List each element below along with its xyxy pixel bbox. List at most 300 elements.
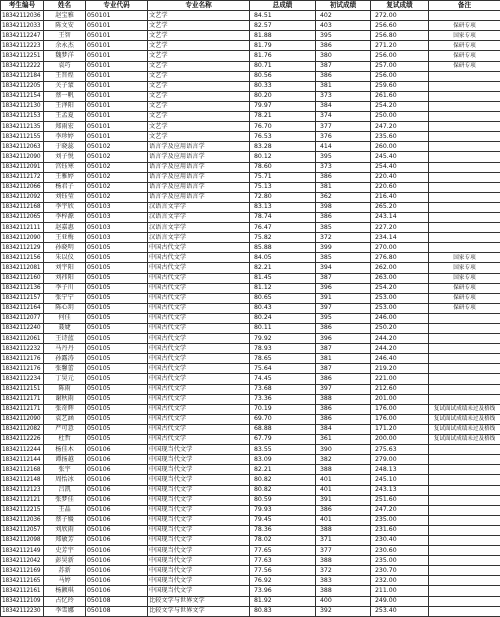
cell-total-score: 80.11 — [250, 324, 316, 334]
cell-major-code: 050103 — [86, 233, 148, 243]
cell-initial-score: 373 — [316, 162, 371, 172]
cell-major-name: 中国古代文学 — [148, 293, 250, 303]
cell-remarks — [429, 364, 500, 374]
cell-name: 王智 — [44, 31, 86, 41]
cell-initial-score: 386 — [316, 172, 371, 182]
cell-candidate-id: 18342112135 — [1, 122, 44, 132]
cell-major-name: 汉语言文字学 — [148, 223, 250, 233]
cell-major-name: 中国古代文学 — [148, 334, 250, 344]
table-row — [1, 505, 500, 515]
cell-name: 刘宇阳 — [44, 263, 86, 273]
cell-candidate-id: 18342112091 — [1, 162, 44, 172]
cell-initial-score: 400 — [316, 596, 371, 606]
cell-initial-score: 386 — [316, 505, 371, 515]
cell-retest-score: 271.20 — [371, 41, 429, 51]
cell-major-name: 中国古代文学 — [148, 303, 250, 313]
cell-total-score: 78.21 — [250, 112, 316, 122]
cell-major-code: 050105 — [86, 424, 148, 434]
cell-name: 郑敏芳 — [44, 535, 86, 545]
cell-total-score: 79.45 — [250, 515, 316, 525]
cell-candidate-id: 18342112161 — [1, 586, 44, 596]
table-row — [1, 172, 500, 182]
table-row — [1, 233, 500, 243]
cell-total-score: 81.92 — [250, 596, 316, 606]
cell-major-code: 050105 — [86, 374, 148, 384]
cell-total-score: 83.09 — [250, 455, 316, 465]
cell-candidate-id: 18342112081 — [1, 263, 44, 273]
cell-name: 余永杰 — [44, 41, 86, 51]
cell-retest-score: 234.14 — [371, 233, 429, 243]
cell-initial-score: 361 — [316, 435, 371, 445]
cell-name: 周怡冰 — [44, 475, 86, 485]
cell-candidate-id: 18342112109 — [1, 596, 44, 606]
table-row — [1, 202, 500, 212]
cell-retest-score: 249.00 — [371, 596, 429, 606]
cell-total-score: 77.63 — [250, 556, 316, 566]
cell-major-code: 050106 — [86, 535, 148, 545]
table-row — [1, 424, 500, 434]
cell-initial-score: 374 — [316, 112, 371, 122]
cell-retest-score: 254.20 — [371, 101, 429, 111]
cell-initial-score: 384 — [316, 101, 371, 111]
cell-candidate-id: 18342112164 — [1, 303, 44, 313]
cell-total-score: 76.53 — [250, 132, 316, 142]
cell-name: 赵嘉惠 — [44, 223, 86, 233]
cell-initial-score: 396 — [316, 283, 371, 293]
cell-major-code: 050106 — [86, 546, 148, 556]
cell-major-code: 050105 — [86, 283, 148, 293]
cell-total-score: 73.68 — [250, 384, 316, 394]
cell-remarks: 复试面试成绩未过及格线 — [429, 414, 500, 424]
cell-initial-score: 382 — [316, 455, 371, 465]
cell-candidate-id: 18342112168 — [1, 465, 44, 475]
cell-remarks — [429, 112, 500, 122]
table-row — [1, 71, 500, 81]
cell-major-name: 比较文学与世界文学 — [148, 596, 250, 606]
cell-major-name: 中国古代文学 — [148, 324, 250, 334]
cell-name: 谢秋雨 — [44, 394, 86, 404]
cell-major-code: 050105 — [86, 354, 148, 364]
cell-retest-score: 253.40 — [371, 606, 429, 616]
cell-total-score: 75.13 — [250, 182, 316, 192]
cell-initial-score: 362 — [316, 192, 371, 202]
cell-retest-score: 259.60 — [371, 81, 429, 91]
cell-total-score: 80.12 — [250, 152, 316, 162]
cell-initial-score: 390 — [316, 445, 371, 455]
cell-total-score: 80.71 — [250, 61, 316, 71]
cell-remarks — [429, 344, 500, 354]
cell-total-score: 73.36 — [250, 394, 316, 404]
cell-retest-score: 260.00 — [371, 142, 429, 152]
cell-major-code: 050101 — [86, 61, 148, 71]
cell-remarks — [429, 546, 500, 556]
cell-name: 刘子悦 — [44, 152, 86, 162]
cell-remarks — [429, 192, 500, 202]
cell-name: 刘钰莹 — [44, 192, 86, 202]
cell-candidate-id: 18342112057 — [1, 525, 44, 535]
cell-total-score: 77.65 — [250, 546, 316, 556]
cell-name: 丁昊元 — [44, 374, 86, 384]
cell-name: 蔡子媛 — [44, 515, 86, 525]
cell-major-name: 中国现当代文学 — [148, 475, 250, 485]
cell-retest-score: 251.60 — [371, 495, 429, 505]
cell-candidate-id: 18342112077 — [1, 313, 44, 323]
cell-initial-score: 397 — [316, 303, 371, 313]
cell-candidate-id: 18342112205 — [1, 81, 44, 91]
cell-remarks — [429, 71, 500, 81]
cell-initial-score: 387 — [316, 273, 371, 283]
cell-remarks — [429, 576, 500, 586]
cell-candidate-id: 18342112129 — [1, 243, 44, 253]
cell-retest-score: 243.13 — [371, 485, 429, 495]
cell-retest-score: 254.40 — [371, 162, 429, 172]
cell-major-code: 050106 — [86, 445, 148, 455]
cell-retest-score: 256.80 — [371, 31, 429, 41]
cell-remarks — [429, 212, 500, 222]
cell-name: 张馨蕾 — [44, 364, 86, 374]
cell-major-code: 050105 — [86, 414, 148, 424]
cell-total-score: 80.59 — [250, 495, 316, 505]
cell-name: 郑雨宏 — [44, 122, 86, 132]
cell-candidate-id: 18342112090 — [1, 233, 44, 243]
cell-initial-score: 385 — [316, 223, 371, 233]
cell-retest-score: 250.00 — [371, 112, 429, 122]
cell-major-name: 中国古代文学 — [148, 374, 250, 384]
cell-remarks: 复试面试成绩未过及格线 — [429, 404, 500, 414]
cell-total-score: 79.97 — [250, 101, 316, 111]
cell-name: 吕凯 — [44, 485, 86, 495]
cell-retest-score: 261.60 — [371, 91, 429, 101]
cell-remarks — [429, 394, 500, 404]
cell-total-score: 73.96 — [250, 586, 316, 596]
cell-name: 王诗蓝 — [44, 334, 86, 344]
cell-candidate-id: 18342112148 — [1, 475, 44, 485]
cell-retest-score: 244.20 — [371, 344, 429, 354]
cell-total-score: 78.02 — [250, 535, 316, 545]
table-row — [1, 556, 500, 566]
cell-initial-score: 373 — [316, 91, 371, 101]
cell-initial-score: 394 — [316, 263, 371, 273]
cell-candidate-id: 18342112090 — [1, 414, 44, 424]
cell-name: 陈文安 — [44, 21, 86, 31]
cell-major-code: 050105 — [86, 243, 148, 253]
cell-remarks — [429, 566, 500, 576]
cell-total-score: 81.45 — [250, 273, 316, 283]
cell-remarks — [429, 475, 500, 485]
cell-major-name: 文艺学 — [148, 51, 250, 61]
cell-major-name: 中国现当代文学 — [148, 525, 250, 535]
header-retest-score: 复试成绩 — [371, 1, 429, 11]
cell-initial-score: 388 — [316, 586, 371, 596]
cell-remarks — [429, 81, 500, 91]
header-remarks: 备注 — [429, 1, 500, 11]
cell-major-name: 文艺学 — [148, 81, 250, 91]
cell-name: 史芳宇 — [44, 546, 86, 556]
cell-initial-score: 391 — [316, 293, 371, 303]
cell-major-code: 050106 — [86, 495, 148, 505]
cell-total-score: 82.21 — [250, 465, 316, 475]
cell-retest-score: 245.40 — [371, 152, 429, 162]
cell-initial-score: 384 — [316, 424, 371, 434]
cell-candidate-id: 18342112036 — [1, 515, 44, 525]
cell-total-score: 79.93 — [250, 505, 316, 515]
cell-total-score: 75.64 — [250, 364, 316, 374]
cell-candidate-id: 18342112036 — [1, 11, 44, 21]
cell-retest-score: 254.20 — [371, 283, 429, 293]
cell-major-code: 050101 — [86, 101, 148, 111]
cell-name: 王晶 — [44, 505, 86, 515]
cell-total-score: 80.82 — [250, 475, 316, 485]
cell-total-score: 81.88 — [250, 31, 316, 41]
cell-major-name: 中国现当代文学 — [148, 455, 250, 465]
cell-initial-score: 372 — [316, 233, 371, 243]
cell-name: 李梓源 — [44, 212, 86, 222]
cell-major-name: 中国古代文学 — [148, 283, 250, 293]
cell-retest-score: 227.20 — [371, 223, 429, 233]
table-row — [1, 435, 500, 445]
cell-name: 杨佳木 — [44, 445, 86, 455]
cell-candidate-id: 18342112171 — [1, 404, 44, 414]
cell-name: 李珍婷 — [44, 132, 86, 142]
cell-name: 张宁宁 — [44, 293, 86, 303]
cell-remarks — [429, 162, 500, 172]
table-row — [1, 142, 500, 152]
cell-major-name: 文艺学 — [148, 11, 250, 21]
cell-initial-score: 387 — [316, 61, 371, 71]
table-row — [1, 223, 500, 233]
cell-total-score: 80.33 — [250, 81, 316, 91]
table-row — [1, 404, 500, 414]
cell-total-score: 82.57 — [250, 21, 316, 31]
cell-major-code: 050108 — [86, 596, 148, 606]
cell-remarks — [429, 91, 500, 101]
cell-initial-score: 381 — [316, 354, 371, 364]
table-row — [1, 445, 500, 455]
cell-major-name: 中国现当代文学 — [148, 495, 250, 505]
cell-initial-score: 392 — [316, 606, 371, 616]
cell-retest-score: 220.60 — [371, 182, 429, 192]
cell-remarks: 保研专项 — [429, 21, 500, 31]
cell-initial-score: 403 — [316, 21, 371, 31]
cell-retest-score: 221.00 — [371, 374, 429, 384]
cell-name: 谭扬越 — [44, 455, 86, 465]
table-row — [1, 465, 500, 475]
cell-retest-score: 176.00 — [371, 414, 429, 424]
cell-remarks: 保研专项 — [429, 303, 500, 313]
table-row — [1, 334, 500, 344]
cell-retest-score: 235.00 — [371, 515, 429, 525]
table-row — [1, 606, 500, 616]
cell-retest-score: 253.00 — [371, 293, 429, 303]
cell-major-code: 050105 — [86, 263, 148, 273]
cell-name: 马丹丹 — [44, 344, 86, 354]
cell-candidate-id: 18342112230 — [1, 606, 44, 616]
table-row — [1, 31, 500, 41]
table-row — [1, 61, 500, 71]
cell-remarks: 保研专项 — [429, 41, 500, 51]
cell-initial-score: 388 — [316, 394, 371, 404]
cell-total-score: 68.88 — [250, 424, 316, 434]
cell-retest-score: 230.40 — [371, 535, 429, 545]
cell-total-score: 80.43 — [250, 303, 316, 313]
cell-major-code: 050105 — [86, 404, 148, 414]
cell-retest-score: 246.00 — [371, 313, 429, 323]
cell-remarks: 国家专项 — [429, 273, 500, 283]
cell-retest-score: 201.00 — [371, 394, 429, 404]
cell-name: 宫钰寒 — [44, 162, 86, 172]
cell-major-code: 050105 — [86, 394, 148, 404]
cell-total-score: 72.80 — [250, 192, 316, 202]
cell-total-score: 85.88 — [250, 243, 316, 253]
cell-remarks — [429, 132, 500, 142]
cell-major-code: 050105 — [86, 384, 148, 394]
cell-total-score: 80.24 — [250, 313, 316, 323]
cell-retest-score: 216.40 — [371, 192, 429, 202]
cell-retest-score: 275.63 — [371, 445, 429, 455]
cell-candidate-id: 18342112121 — [1, 495, 44, 505]
cell-candidate-id: 18342112240 — [1, 324, 44, 334]
cell-major-code: 050101 — [86, 21, 148, 31]
cell-retest-score: 246.40 — [371, 354, 429, 364]
cell-total-score: 81.79 — [250, 41, 316, 51]
cell-remarks — [429, 182, 500, 192]
cell-candidate-id: 18342112168 — [1, 202, 44, 212]
cell-major-code: 050105 — [86, 364, 148, 374]
cell-initial-score: 395 — [316, 31, 371, 41]
cell-name: 何佳 — [44, 313, 86, 323]
cell-major-code: 050102 — [86, 172, 148, 182]
cell-major-name: 文艺学 — [148, 112, 250, 122]
cell-total-score: 78.36 — [250, 525, 316, 535]
cell-major-code: 050106 — [86, 505, 148, 515]
cell-retest-score: 265.20 — [371, 202, 429, 212]
cell-name: 陈心玥 — [44, 303, 86, 313]
cell-name: 袁艺涵 — [44, 414, 86, 424]
header-major-name: 专业名称 — [148, 1, 250, 11]
cell-major-name: 语言学及应用语言学 — [148, 172, 250, 182]
cell-remarks — [429, 202, 500, 212]
cell-candidate-id: 18342112223 — [1, 41, 44, 51]
cell-major-code: 050106 — [86, 465, 148, 475]
cell-initial-score: 388 — [316, 465, 371, 475]
table-row — [1, 324, 500, 334]
table-row — [1, 212, 500, 222]
cell-retest-score: 243.14 — [371, 212, 429, 222]
table-row — [1, 273, 500, 283]
cell-name: 李宇欣 — [44, 202, 86, 212]
cell-total-score: 80.65 — [250, 293, 316, 303]
cell-initial-score: 386 — [316, 404, 371, 414]
cell-remarks — [429, 122, 500, 132]
cell-retest-score: 262.00 — [371, 263, 429, 273]
cell-initial-score: 376 — [316, 132, 371, 142]
cell-candidate-id: 18342112130 — [1, 101, 44, 111]
table-row — [1, 364, 500, 374]
cell-initial-score: 398 — [316, 202, 371, 212]
cell-major-code: 050101 — [86, 122, 148, 132]
cell-remarks: 保研专项 — [429, 51, 500, 61]
cell-total-score: 79.92 — [250, 334, 316, 344]
cell-major-name: 中国古代文学 — [148, 354, 250, 364]
cell-major-name: 中国现当代文学 — [148, 465, 250, 475]
cell-name: 杨君子 — [44, 182, 86, 192]
table-row — [1, 162, 500, 172]
cell-retest-score: 256.00 — [371, 51, 429, 61]
cell-major-name: 语言学及应用语言学 — [148, 162, 250, 172]
cell-initial-score: 383 — [316, 576, 371, 586]
cell-candidate-id: 18342112155 — [1, 132, 44, 142]
cell-initial-score: 401 — [316, 515, 371, 525]
cell-retest-score: 253.00 — [371, 303, 429, 313]
cell-initial-score: 395 — [316, 152, 371, 162]
table-row — [1, 546, 500, 556]
cell-major-code: 050101 — [86, 41, 148, 51]
cell-major-code: 050106 — [86, 455, 148, 465]
cell-candidate-id: 18342112153 — [1, 112, 44, 122]
cell-major-code: 050101 — [86, 132, 148, 142]
cell-remarks — [429, 354, 500, 364]
cell-candidate-id: 18342112065 — [1, 212, 44, 222]
cell-name: 魏梦洋 — [44, 51, 86, 61]
cell-candidate-id: 18342112111 — [1, 223, 44, 233]
cell-remarks: 复试面试成绩未过及格线 — [429, 424, 500, 434]
cell-remarks: 国家专项 — [429, 253, 500, 263]
cell-candidate-id: 18342112066 — [1, 182, 44, 192]
cell-initial-score: 388 — [316, 556, 371, 566]
cell-initial-score: 388 — [316, 525, 371, 535]
table-row — [1, 21, 500, 31]
cell-initial-score: 414 — [316, 142, 371, 152]
table-row — [1, 313, 500, 323]
cell-major-code: 050102 — [86, 182, 148, 192]
cell-candidate-id: 18342112234 — [1, 374, 44, 384]
cell-major-name: 中国现当代文学 — [148, 485, 250, 495]
cell-remarks — [429, 223, 500, 233]
cell-initial-score: 371 — [316, 535, 371, 545]
cell-major-name: 中国现当代文学 — [148, 566, 250, 576]
cell-retest-score: 247.20 — [371, 122, 429, 132]
cell-name: 于晓蕊 — [44, 142, 86, 152]
cell-initial-score: 386 — [316, 414, 371, 424]
cell-remarks — [429, 324, 500, 334]
cell-retest-score: 211.00 — [371, 586, 429, 596]
cell-retest-score: 219.20 — [371, 364, 429, 374]
cell-major-name: 汉语言文字学 — [148, 202, 250, 212]
cell-major-name: 文艺学 — [148, 122, 250, 132]
cell-retest-score: 244.20 — [371, 334, 429, 344]
cell-candidate-id: 18342112172 — [1, 172, 44, 182]
cell-retest-score: 232.00 — [371, 576, 429, 586]
cell-retest-score: 256.00 — [371, 71, 429, 81]
table-row — [1, 576, 500, 586]
cell-total-score: 80.20 — [250, 91, 316, 101]
cell-major-name: 中国古代文学 — [148, 435, 250, 445]
cell-candidate-id: 18342112156 — [1, 253, 44, 263]
cell-total-score: 80.83 — [250, 606, 316, 616]
table-row — [1, 263, 500, 273]
cell-total-score: 83.28 — [250, 142, 316, 152]
cell-total-score: 75.82 — [250, 233, 316, 243]
cell-major-name: 文艺学 — [148, 71, 250, 81]
cell-name: 聂婕 — [44, 324, 86, 334]
table-row — [1, 122, 500, 132]
cell-initial-score: 386 — [316, 324, 371, 334]
cell-major-name: 中国古代文学 — [148, 364, 250, 374]
cell-candidate-id: 18342112171 — [1, 394, 44, 404]
cell-remarks — [429, 152, 500, 162]
cell-major-code: 050106 — [86, 586, 148, 596]
cell-total-score: 84.51 — [250, 11, 316, 21]
